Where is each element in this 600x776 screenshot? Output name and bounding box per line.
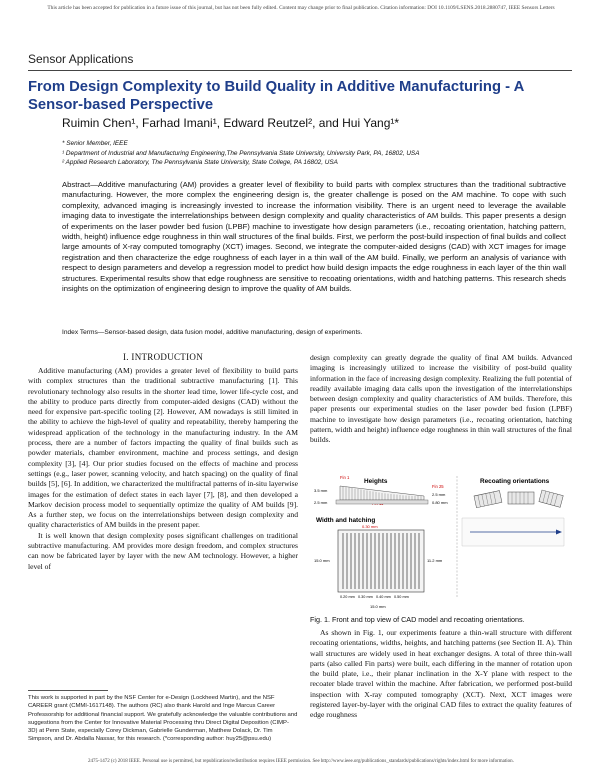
fig-dim-0-40: 0.40 mm (376, 595, 391, 599)
intro-paragraph-1: Additive manufacturing (AM) provides a greater level of flexibility to build parts with complex structures than the traditional subtractive manufacturing [1]. This revolutionary technology also results in the shorter lead time, lower life-cycle cost, and the ability to produce parts directly from computer-aided designs (CAD) without the need for expensive part-specific tooling [2]. However, AM nowadays is still limited in the ability to achieve the high-level of quality and repeatability, thereby hampering the widespread application of the technology in the manufacturing industry. In the AM process, there are a number of factors impacting the quality of final builds such as powder materials, chamber environment, machine and process settings, and design complexity [3], [4]. Our prior studies focused on the effects of machine and process settings (e.g., laser power, scanning velocity, and hatch spacing) on the quality of final builds [5], [6]. In addition, we characterized the multifractal patterns of in-situ layerwise images for the estimation of defect states in each layer [7], [8], and then developed a Markov decision process model to sequentially optimize the quality of AM builds [9]. As a further step, we focus on the interrelationships between design complexity and quality characteristics of AM builds in the present paper. (28, 366, 298, 530)
right-column-text-lower (310, 628, 572, 721)
fig-dim-15-0: 15.0 mm (314, 558, 330, 563)
fig-heights-base (336, 500, 428, 504)
fig-dim-11-2: 11.2 mm (427, 558, 443, 563)
left-column-text (28, 366, 298, 572)
right-paragraph-top: design complexity can greatly degrade the quality of final AM builds. Advanced imaging is increasingly utilized to increase the visibility of post-build quality information in the face of increasing design complexity. Realizing the full potential of readily available imaging data calls upon the investigation of the interrelationships between design complexity and quality characteristics of AM builds. Therefore, this paper presents our experimental studies on the laser powder bed fusion (LPBF) machine to investigate how design parameters (i.e., recoating orientation, hatching pattern, width and height) influence edge roughness in thin wall structures of the final builds. (310, 353, 572, 445)
affiliations (62, 139, 562, 168)
fig-label-fin1: Fin 1 (340, 475, 350, 480)
abstract: Abstract—Additive manufacturing (AM) provides a greater level of flexibility to build parts with complex structures than the traditional subtractive manufacturing. However, the more complex the engineering design is, the greater challenge is posed on the AM machine. To cope with such complexity, advanced imaging is increasingly invested to increase the information visibility. There is an urgent need to leverage the available imaging data to investigate the interrelationships between design complexity and quality characteristics of AM builds. This paper presents a design of experiments on the laser powder bed fusion (LPBF) machine to investigate how design parameters (i.e., recoating orientation, hatching pattern, width, height) influence edge roughness in thin wall structures of the final builds. First, we perform the post-build inspection of final builds and collect large amounts of X-ray computed tomography (XCT) images. Second, we integrate the computer-aided designs (CAD) with XCT images for image registration and then characterize the edge roughness of each layer in a thin wall of the AM build. Finally, we perform an analysis of variance with respect to design parameters and develop a regression model to predict how build design impacts the edge roughness in each layer of the thin wall structures. Experimental results show that edge roughness are sensitive to recoating orientations, width and hatching patterns. This research sheds insights on the optimization of engineering design to improve the quality of AM builds. (62, 180, 566, 294)
figure-1 (312, 474, 570, 612)
fig-dim-0-50: 0.50 mm (394, 595, 409, 599)
index-terms: Index Terms—Sensor-based design, data fusion model, additive manufacturing, design of experiments. (62, 329, 363, 336)
fig-label-fin25: Fin 25 (432, 484, 444, 489)
right-column-text (310, 353, 572, 446)
funding-footnote: This work is supported in part by the NSF Center for e-Design (Lockheed Martin), and the NSF CAREER grant (CMMI-1617148). The authors (RC) also thank Harold and Inge Marcus Career Professorship for additional financial support. We gratefully acknowledge the valuable contributions and suggestions from the Center for Innovative Material Processing thru Direct Digital Deposition (CIMP-3D) at Penn State, especially Corey Dickman, Gabrielle Gunderman, Matthew Dolack, Dr. Tim Simpson, and Dr. Abdalla Nassar, for this research. (*corresponding author: huy25@psu.edu) (28, 695, 298, 743)
intro-paragraph-2: It is well known that design complexity poses significant challenges on traditional subtractive manufacturing. AM provides more design freedom, and complex structures can now be fabricated layer by layer with the new AM technology. However, a higher level of (28, 530, 298, 571)
footnote-rule (28, 690, 108, 691)
paper-title: From Design Complexity to Build Quality in Additive Manufacturing - A Sensor-based Perspective (28, 79, 524, 113)
affiliation-lab: ² Applied Research Laboratory, The Pennsylvania State University, State College, PA 16802, USA (62, 159, 338, 167)
fig-dim-0-20: 0.20 mm (340, 595, 355, 599)
affiliation-member: * Senior Member, IEEE (62, 140, 128, 147)
section-label: Sensor Applications (28, 52, 134, 66)
fig-dim-bottom: 15.0 mm (370, 604, 386, 609)
fig-label-heights: Heights (364, 478, 388, 485)
fig-label-recoating: Recoating orientations (480, 478, 550, 485)
section-heading-introduction: I. INTRODUCTION (123, 352, 203, 362)
header-rule (28, 70, 572, 71)
affiliation-dept: ¹ Department of Industrial and Manufacturing Engineering,The Pennsylvania State University, University Park, PA, 16802, USA (62, 149, 420, 157)
right-paragraph-bottom: As shown in Fig. 1, our experiments feature a thin-wall structure with different recoating orientations, widths, heights, and hatching patterns (see Section II. A). Thin wall structures are widely used in heat exchanger designs. A total of three thin-wall parts (also called Fin parts) were built, each differing in the manner of rotation upon the build plate, i.e., their planar inclination in the X-Y plane with respect to the recoater blade travel within the machine. After fabrication, we performed post-build inspection with X-ray computed tomography (XCT). Next, XCT images were registered layer-by-layer with the original CAD files to extract the quality features of edge roughness (310, 628, 572, 720)
fig-recoating-parts (474, 490, 563, 508)
fig-dim-0-30: 0.30 mm (358, 595, 373, 599)
copyright-notice: 2475-1472 (c) 2018 IEEE. Personal use is permitted, but republication/redistribution requires IEEE permission. See http://www.ieee.org/publications_standards/publications/rights/index.html for more information. (88, 759, 514, 764)
fig-dim-0-80: 0.80 mm (432, 500, 448, 505)
fig-dim-2-5b: 2.5 mm (432, 492, 446, 497)
fig-dim-3-5: 3.5 mm (314, 488, 328, 493)
figure-caption: Fig. 1. Front and top view of CAD model and recoating orientations. (310, 615, 525, 624)
journal-notice: This article has been accepted for publication in a future issue of this journal, but has not been fully edited. Content may change prior to final publication. Citation information: DOI 10.1109/LSENS.2018.2880747, IEEE Sensors Letters (47, 5, 555, 11)
fig-label-width: Width and hatching (316, 517, 376, 524)
fig-dim-2-5a: 2.5 mm (314, 500, 328, 505)
fig-dim-top: 0.30 mm (362, 524, 378, 529)
author-list: Ruimin Chen¹, Farhad Imani¹, Edward Reutzel², and Hui Yang¹* (62, 116, 400, 130)
